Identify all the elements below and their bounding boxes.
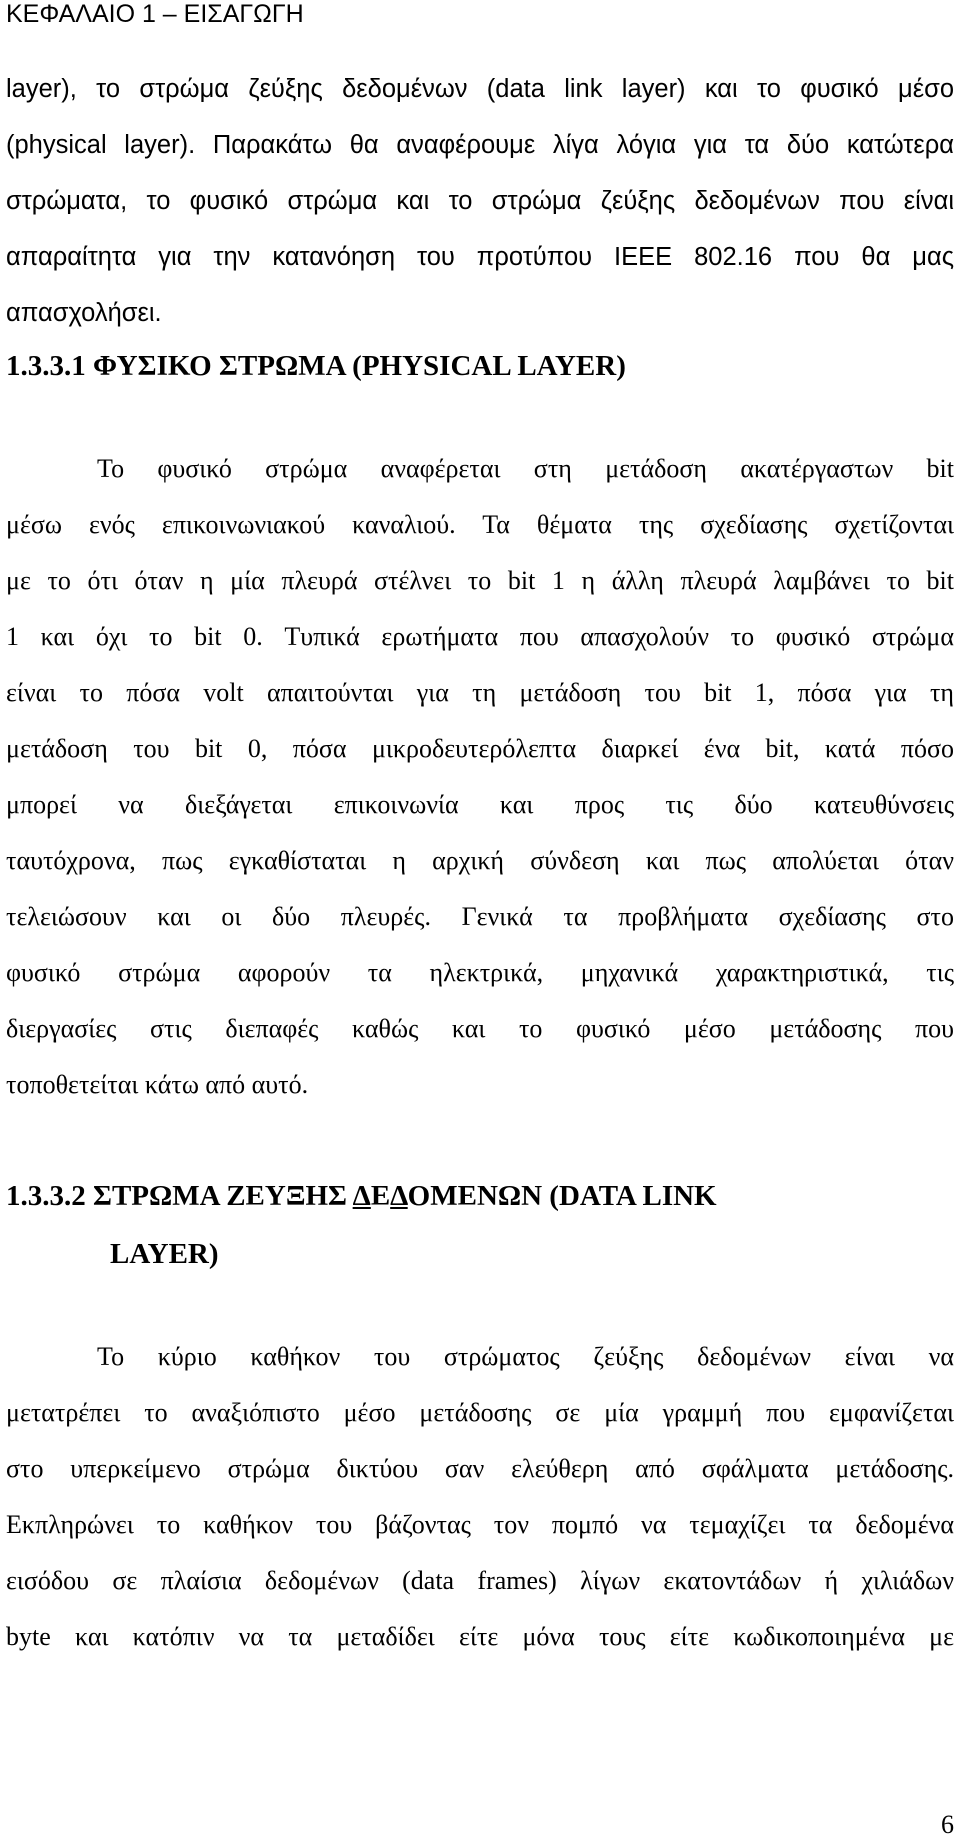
text-line: διεργασίες στις διεπαφές καθώς και το φυσικό μέσο μετάδοσης που — [6, 1014, 954, 1043]
text-line: μπορεί να διεξάγεται επικοινωνία και προς τις δύο κατευθύνσεις — [6, 790, 954, 819]
text-line: τοποθετείται κάτω από αυτό. — [6, 1070, 309, 1099]
intro-paragraph — [6, 61, 954, 341]
text-line: 1 και όχι το bit 0. Τυπικά ερωτήματα που απασχολούν το φυσικό στρώμα — [6, 622, 954, 651]
data-link-layer-paragraph — [6, 1329, 954, 1665]
section-heading-data-link-layer — [6, 1168, 717, 1224]
text-line: μέσω ενός επικοινωνιακού καναλιού. Τα θέματα της σχεδίασης σχετίζονται — [6, 510, 954, 539]
text-line: στο υπερκείμενο στρώμα δικτύου σαν ελεύθερη από σφάλματα μετάδοσης. — [6, 1454, 954, 1483]
text-line: layer), το στρώμα ζεύξης δεδομένων (data link layer) και το φυσικό μέσο — [6, 75, 954, 103]
section-heading-continuation: LAYER) — [110, 1238, 219, 1270]
text-line: απαραίτητα για την κατανόηση του προτύπου IEEE 802.16 που θα μας — [6, 243, 954, 271]
text-line: (physical layer). Παρακάτω θα αναφέρουμε λίγα λόγια για τα δύο κατώτερα — [6, 131, 954, 159]
heading-text-part: ΣΤΡΩΜΑ ΖΕΥΞΗΣ — [93, 1180, 353, 1212]
physical-layer-paragraph — [6, 441, 954, 1113]
text-line: τελειώσουν και οι δύο πλευρές. Γενικά τα προβλήματα σχεδίασης στο — [6, 902, 954, 931]
text-line: με το ότι όταν η μία πλευρά στέλνει το bit 1 η άλλη πλευρά λαμβάνει το bit — [6, 566, 954, 595]
heading-text-part: Ε — [370, 1180, 391, 1212]
text-line: είναι το πόσα volt απαιτούνται για τη μετάδοση του bit 1, πόσα για τη — [6, 678, 954, 707]
text-line: στρώματα, το φυσικό στρώμα και το στρώμα ζεύξης δεδομένων που είναι — [6, 187, 954, 215]
text-line: εισόδου σε πλαίσια δεδομένων (data frames) λίγων εκατοντάδων ή χιλιάδων — [6, 1566, 954, 1595]
heading-number: 1.3.3.2 — [6, 1180, 86, 1212]
heading-underlined-letter: Δ — [352, 1180, 371, 1212]
text-line: ταυτόχρονα, πως εγκαθίσταται η αρχική σύνδεση και πως απολύεται όταν — [6, 846, 954, 875]
text-line: Το φυσικό στρώμα αναφέρεται στη μετάδοση ακατέργαστων bit — [97, 454, 954, 483]
text-line: Εκπληρώνει το καθήκον του βάζοντας τον πομπό να τεμαχίζει τα δεδομένα — [6, 1510, 954, 1539]
text-line: μετάδοση του bit 0, πόσα μικροδευτερόλεπτα διαρκεί ένα bit, κατά πόσο — [6, 734, 954, 763]
text-line: απασχολήσει. — [6, 299, 162, 327]
page-number: 6 — [941, 1810, 954, 1839]
text-line: Το κύριο καθήκον του στρώματος ζεύξης δεδομένων είναι να — [97, 1342, 954, 1371]
heading-underlined-letter: Δ — [390, 1180, 408, 1212]
section-heading-physical-layer: 1.3.3.1 ΦΥΣΙΚΟ ΣΤΡΩΜΑ (PHYSICAL LAYER) — [6, 350, 626, 382]
heading-text-part: ΟΜΕΝΩΝ (DATA LINK — [407, 1180, 717, 1212]
text-line: μετατρέπει το αναξιόπιστο μέσο μετάδοσης σε μία γραμμή που εμφανίζεται — [6, 1398, 954, 1427]
text-line: byte και κατόπιν να τα μεταδίδει είτε μόνα τους είτε κωδικοποιημένα με — [6, 1622, 954, 1651]
chapter-header: ΚΕΦΑΛΑΙΟ 1 – ΕΙΣΑΓΩΓΗ — [6, 0, 304, 28]
text-line: φυσικό στρώμα αφορούν τα ηλεκτρικά, μηχανικά χαρακτηριστικά, τις — [6, 958, 954, 987]
